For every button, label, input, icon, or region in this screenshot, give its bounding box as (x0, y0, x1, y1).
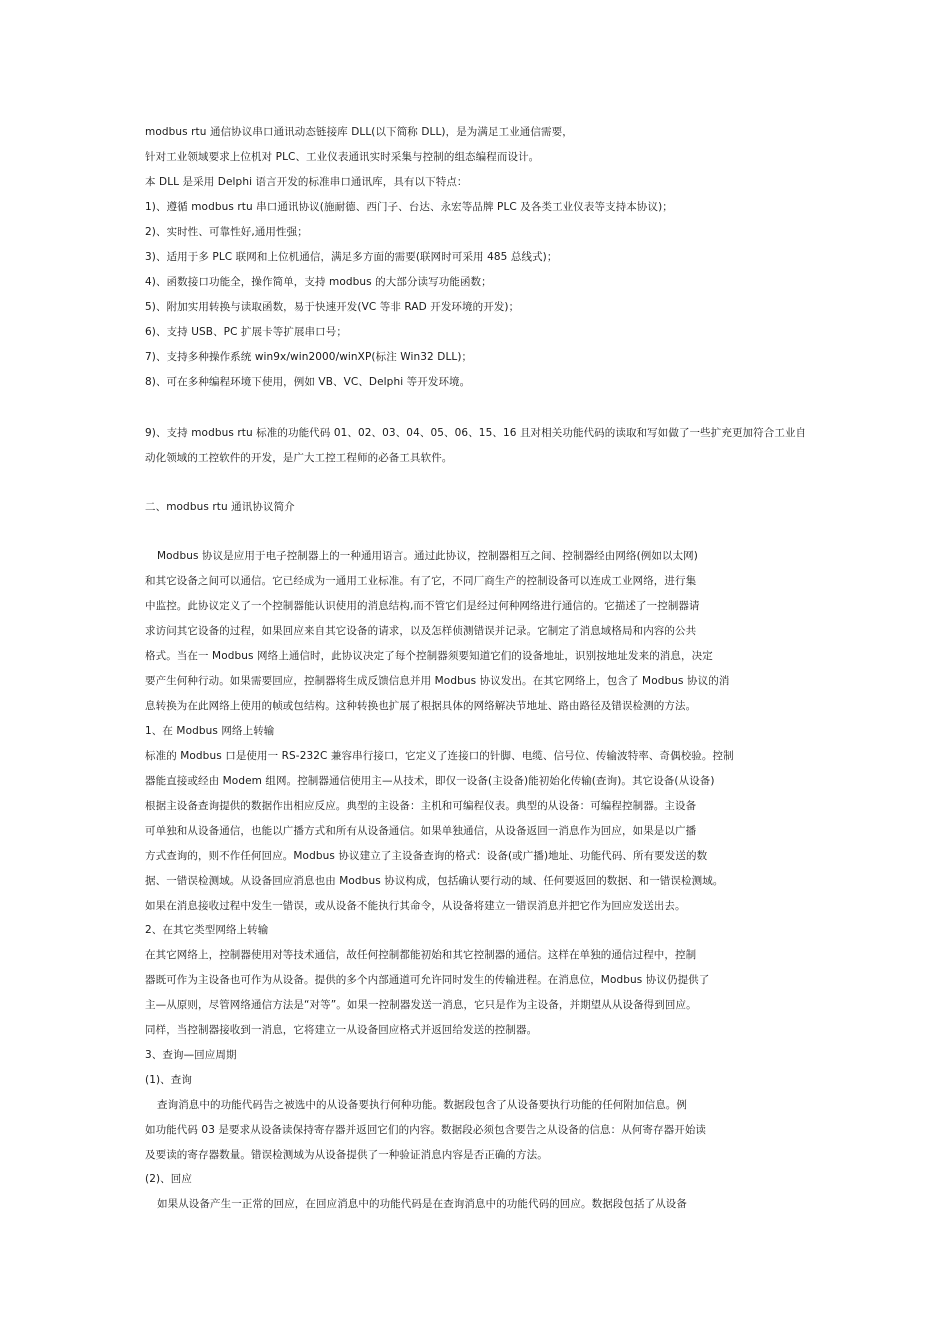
paragraph-line: 和其它设备之间可以通信。它已经成为一通用工业标准。有了它，不同厂商生产的控制设备可以连成工业网络，进行集 (145, 575, 697, 587)
subheading-1: 1、在 Modbus 网络上转输 (145, 725, 275, 737)
paragraph-line: 要产生何种行动。如果需要回应，控制器将生成反馈信息并用 Modbus 协议发出。在其它网络上，包含了 Modbus 协议的消 (145, 675, 730, 687)
subheading-3: 3、查询—回应周期 (145, 1049, 237, 1061)
paragraph-line: 求访问其它设备的过程，如果回应来自其它设备的请求，以及怎样侦测错误并记录。它制定了消息域格局和内容的公共 (145, 625, 697, 637)
paragraph-line: 方式查询的，则不作任何回应。Modbus 协议建立了主设备查询的格式：设备(或广播)地址、功能代码、所有要发送的数 (145, 850, 708, 862)
subheading-query: (1)、查询 (145, 1074, 192, 1086)
paragraph-line: 息转换为在此网络上使用的帧或包结构。这种转换也扩展了根据具体的网络解决节地址、路由路径及错误检测的方法。 (145, 700, 697, 712)
paragraph-line: 器能直接或经由 Modem 组网。控制器通信使用主—从技术，即仅一设备(主设备)能初始化传输(查询)。其它设备(从设备) (145, 775, 715, 787)
feature-5: 5)、附加实用转换与读取函数，易于快速开发(VC 等非 RAD 开发环境的开发)； (145, 301, 520, 313)
subheading-2: 2、在其它类型网络上转输 (145, 924, 269, 936)
intro-line-2: 针对工业领域要求上位机对 PLC、工业仪表通讯实时采集与控制的组态编程而设计。 (145, 151, 540, 163)
paragraph-line: 可单独和从设备通信，也能以广播方式和所有从设备通信。如果单独通信，从设备返回一消息作为回应，如果是以广播 (145, 825, 697, 837)
intro-line-1: modbus rtu 通信协议串口通讯动态链接库 DLL(以下简称 DLL)，是为满足工业通信需要， (145, 126, 573, 138)
paragraph-line: 标准的 Modbus 口是使用一 RS-232C 兼容串行接口，它定义了连接口的针脚、电缆、信号位、传输波特率、奇偶校验。控制 (145, 750, 734, 762)
feature-9-line-1: 9)、支持 modbus rtu 标准的功能代码 01、02、03、04、05、06、15、16 且对相关功能代码的读取和写如做了一些扩充更加符合工业自 (145, 427, 807, 439)
paragraph-line: Modbus 协议是应用于电子控制器上的一种通用语言。通过此协议，控制器相互之间、控制器经由网络(例如以太网) (157, 550, 698, 562)
intro-line-3: 本 DLL 是采用 Delphi 语言开发的标准串口通讯库，具有以下特点： (145, 176, 468, 188)
subheading-response: (2)、回应 (145, 1173, 192, 1185)
feature-9-line-2: 动化领域的工控软件的开发，是广大工控工程师的必备工具软件。 (145, 452, 453, 464)
paragraph-line: 据、一错误检测域。从设备回应消息也由 Modbus 协议构成，包括确认要行动的域、任何要返回的数据、和一错误检测域。 (145, 875, 724, 887)
paragraph-line: 中监控。此协议定义了一个控制器能认识使用的消息结构,而不管它们是经过何种网络进行通信的。它描述了一控制器请 (145, 600, 700, 612)
paragraph-line: 如果在消息接收过程中发生一错误，或从设备不能执行其命令，从设备将建立一错误消息并把它作为回应发送出去。 (145, 900, 686, 912)
feature-6: 6)、支持 USB、PC 扩展卡等扩展串口号； (145, 326, 347, 338)
paragraph-line: 格式。当在一 Modbus 网络上通信时，此协议决定了每个控制器须要知道它们的设备地址，识别按地址发来的消息，决定 (145, 650, 713, 662)
feature-3: 3)、适用于多 PLC 联网和上位机通信，满足多方面的需要(联网时可采用 485 总线式)； (145, 251, 558, 263)
paragraph-line: 及要读的寄存器数量。错误检测域为从设备提供了一种验证消息内容是否正确的方法。 (145, 1149, 548, 1161)
paragraph-line: 器既可作为主设备也可作为从设备。提供的多个内部通道可允许同时发生的传输进程。在消息位，Modbus 协议仍提供了 (145, 974, 710, 986)
paragraph-line: 根据主设备查询提供的数据作出相应反应。典型的主设备：主机和可编程仪表。典型的从设备：可编程控制器。主设备 (145, 800, 697, 812)
paragraph-line: 主—从原则，尽管网络通信方法是“对等”。如果一控制器发送一消息，它只是作为主设备，并期望从从设备得到回应。 (145, 999, 697, 1011)
paragraph-line: 同样，当控制器接收到一消息，它将建立一从设备回应格式并返回给发送的控制器。 (145, 1024, 538, 1036)
feature-1: 1)、遵循 modbus rtu 串口通讯协议(施耐德、西门子、台达、永宏等品牌 PLC 及各类工业仪表等支持本协议)； (145, 201, 673, 213)
feature-4: 4)、函数接口功能全，操作简单，支持 modbus 的大部分读写功能函数； (145, 276, 492, 288)
feature-8: 8)、可在多种编程环境下使用，例如 VB、VC、Delphi 等开发环境。 (145, 376, 471, 388)
paragraph-line: 查询消息中的功能代码告之被选中的从设备要执行何种功能。数据段包含了从设备要执行功能的任何附加信息。例 (157, 1099, 687, 1111)
paragraph-line: 如功能代码 03 是要求从设备读保持寄存器并返回它们的内容。数据段必须包含要告之从设备的信息：从何寄存器开始读 (145, 1124, 707, 1136)
paragraph-line: 如果从设备产生一正常的回应，在回应消息中的功能代码是在查询消息中的功能代码的回应。数据段包括了从设备 (157, 1198, 687, 1210)
section-heading: 二、modbus rtu 通讯协议简介 (145, 501, 295, 513)
paragraph-line: 在其它网络上，控制器使用对等技术通信，故任何控制都能初始和其它控制器的通信。这样在单独的通信过程中，控制 (145, 949, 697, 961)
feature-7: 7)、支持多种操作系统 win9x/win2000/winXP(标注 Win32 DLL)； (145, 351, 473, 363)
feature-2: 2)、实时性、可靠性好,通用性强； (145, 226, 308, 238)
